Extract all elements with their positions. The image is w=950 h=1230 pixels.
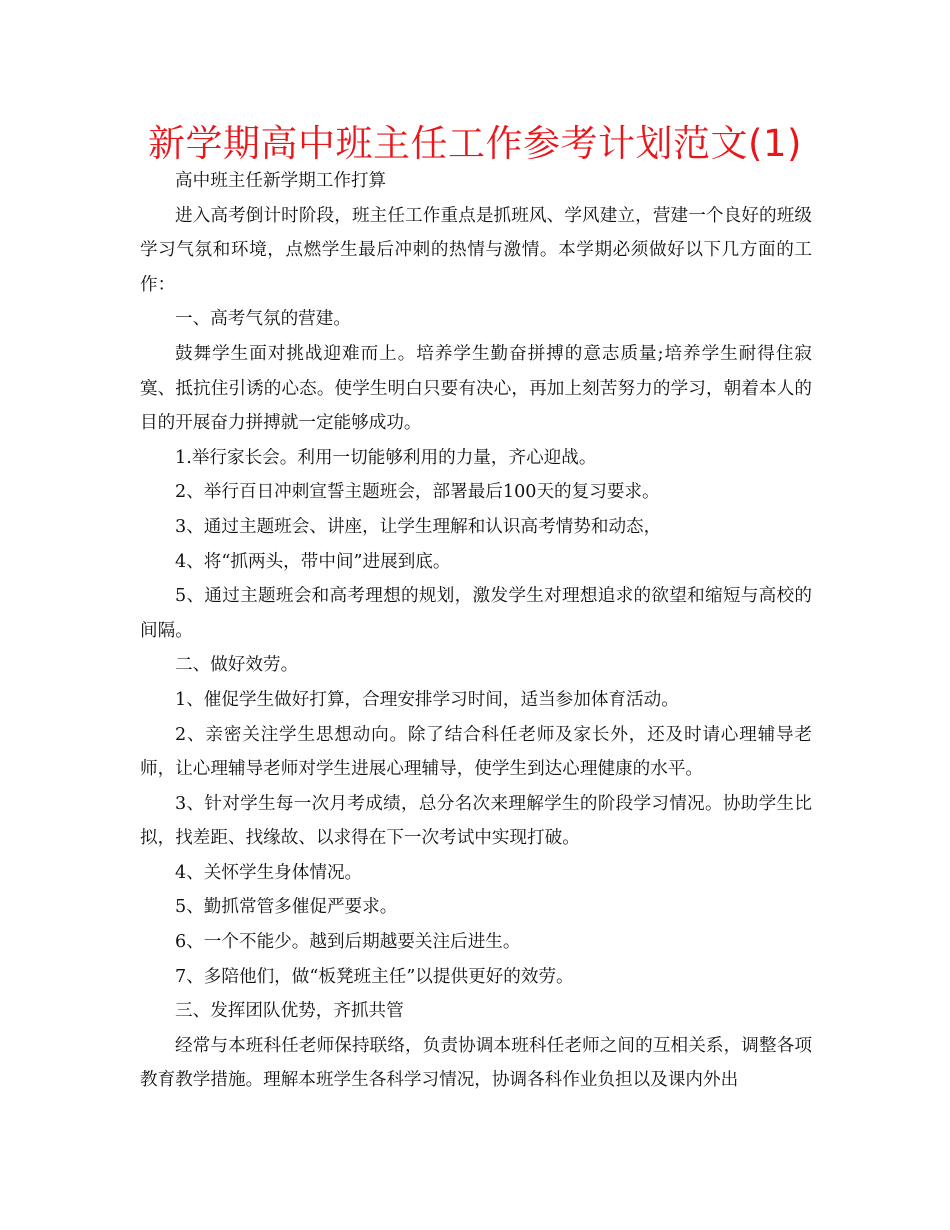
paragraph: 高中班主任新学期工作打算 [175,171,387,191]
document-title: 新学期高中班主任工作参考计划范文(1) [148,122,802,165]
paragraph: 3、通过主题班会、讲座，让学生理解和认识高考情势和动态， [175,516,662,537]
paragraph: 经常与本班科任老师保持联络，负责协调本班科任老师之间的互相关系，调整各项教育教学措施。理解本班学生各科学习情况，协调各科作业负担以及课内外出 [140,1035,812,1091]
document-body [140,164,812,1098]
paragraph: 5、勤抓常管多催促严要求。 [175,897,398,918]
paragraph: 3、针对学生每一次月考成绩，总分名次来理解学生的阶段学习情况。协助学生比拟，找差距、找缘故、以求得在下一次考试中实现打破。 [140,793,812,849]
paragraph: 7、多陪他们，做“板凳班主任”以提供更好的效劳。 [175,966,574,987]
paragraph: 三、发挥团队优势，齐抓共管 [175,1001,404,1022]
paragraph: 5、通过主题班会和高考理想的规划，激发学生对理想追求的欲望和缩短与高校的间隔。 [140,586,812,641]
paragraph: 一、高考气氛的营建。 [175,309,351,330]
paragraph: 2、举行百日冲刺宣誓主题班会，部署最后100天的复习要求。 [175,482,660,503]
paragraph: 2、亲密关注学生思想动向。除了结合科任老师及家长外，还及时请心理辅导老师，让心理辅导老师对学生进展心理辅导，使学生到达心理健康的水平。 [140,724,812,780]
paragraph: 6、一个不能少。越到后期越要关注后进生。 [175,932,521,953]
paragraph: 1、催促学生做好打算，合理安排学习时间，适当参加体育活动。 [175,689,679,710]
paragraph: 4、将“抓两头，带中间”进展到底。 [175,551,451,572]
paragraph: 1.举行家长会。利用一切能够利用的力量，齐心迎战。 [175,447,597,468]
paragraph: 4、关怀学生身体情况。 [175,862,363,883]
paragraph: 二、做好效劳。 [175,655,299,676]
paragraph: 进入高考倒计时阶段，班主任工作重点是抓班风、学风建立，营建一个良好的班级学习气氛和环境，点燃学生最后冲刺的热情与激情。本学期必须做好以下几方面的工作： [140,205,812,295]
paragraph: 鼓舞学生面对挑战迎难而上。培养学生勤奋拼搏的意志质量;培养学生耐得住寂寞、抵抗住引诱的心态。使学生明白只要有决心，再加上刻苦努力的学习，朝着本人的目的开展奋力拼搏就一定能够成功。 [140,343,812,434]
